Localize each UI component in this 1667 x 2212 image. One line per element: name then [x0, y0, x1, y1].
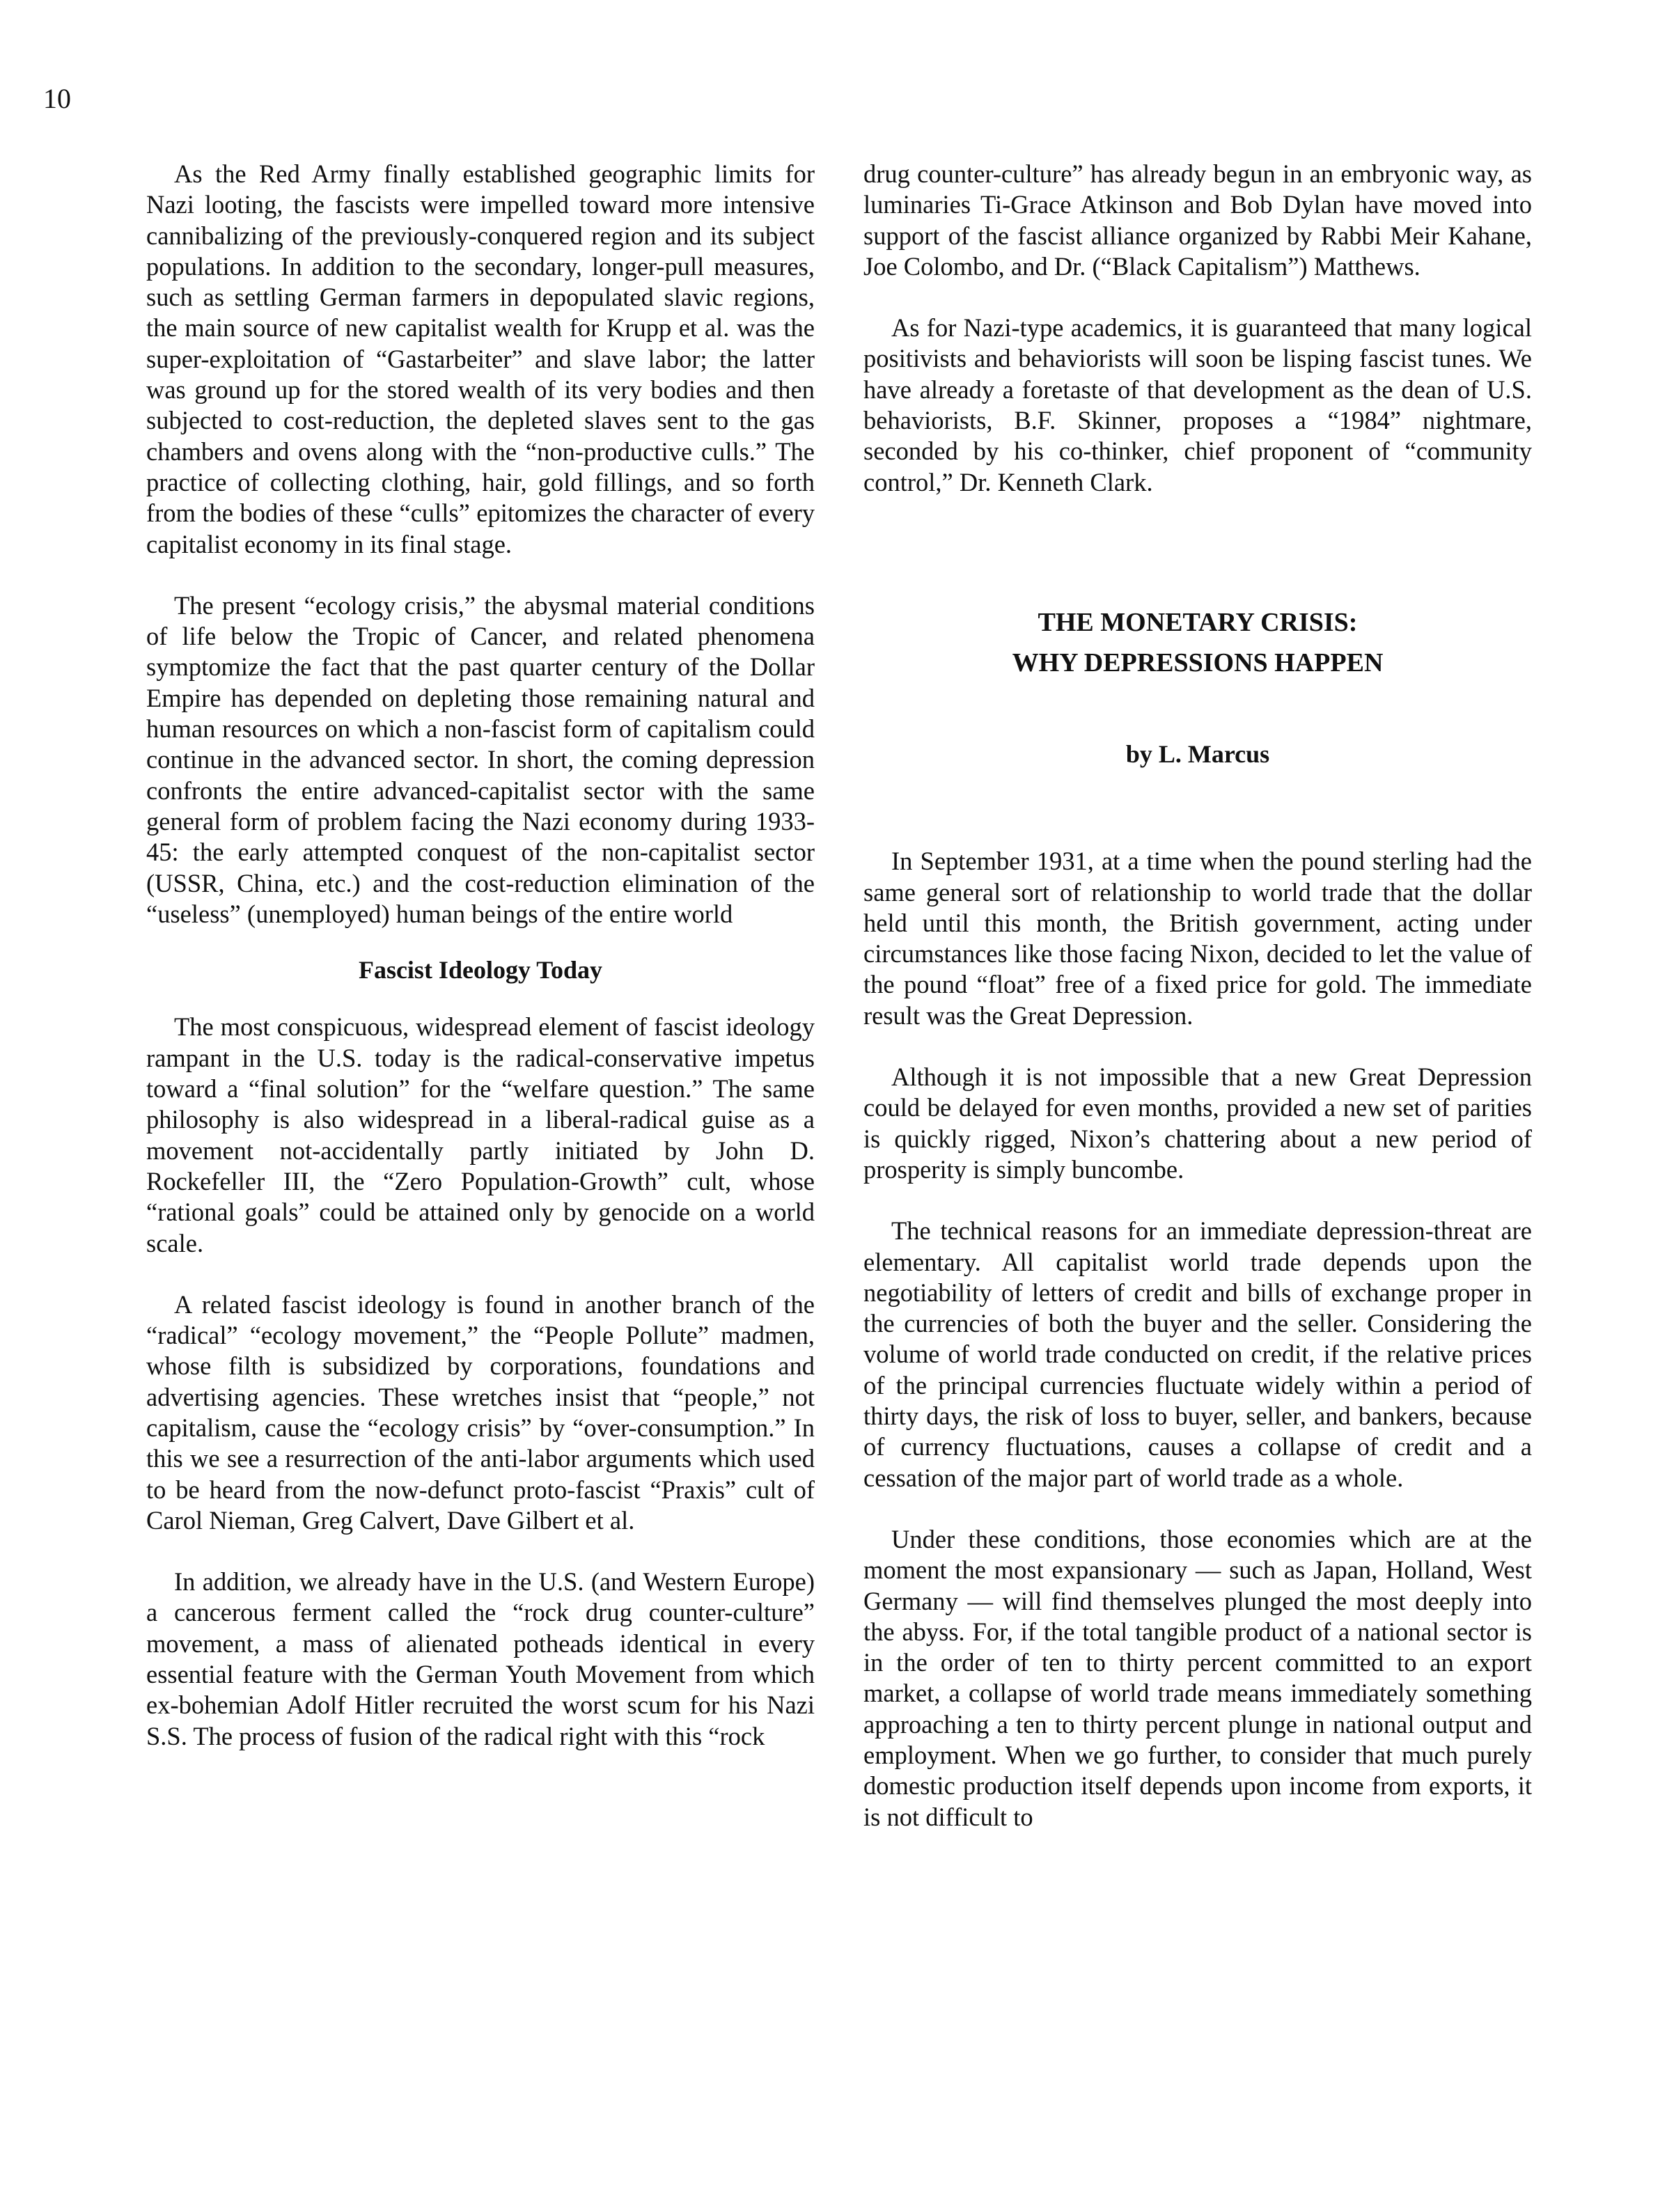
paragraph: The most conspicuous, widespread element of fascist ideology rampant in the U.S. today is the radical-conservative impetus toward a “final solution” for the “welfare question.” The same philosophy is also widespread in a liberal-radical guise as a movement not-accidentally partly initiated by John D. Rockefeller III, the “Zero Population-Growth” cult, whose “rational goals” could be attained only by genocide on a world scale. [146, 1012, 815, 1257]
paragraph: In addition, we already have in the U.S. (and Western Europe) a cancerous ferment called the “rock drug counter-culture” movement, a mass of alienated potheads identical in every essential feature with the German Youth Movement from which ex-bohemian Adolf Hitler recruited the worst scum for his Nazi S.S. The process of fusion of the radical right with this “rock [146, 1567, 815, 1750]
left-column [146, 159, 815, 1782]
article-title [863, 602, 1532, 683]
article-title-line: THE MONETARY CRISIS: [1038, 607, 1358, 637]
paragraph: In September 1931, at a time when the pound sterling had the same general sort of relationship to world trade that the dollar held until this month, the British government, acting under circumstances like those facing Nixon, decided to let the value of the pound “float” free of a fixed price for gold. The immediate result was the Great Depression. [863, 847, 1532, 1030]
paragraph: Although it is not impossible that a new Great Depression could be delayed for even months, provided a new set of parities is quickly rigged, Nixon’s chattering about a new period of prosperity is simply buncombe. [863, 1062, 1532, 1184]
paragraph: The technical reasons for an immediate depression-threat are elementary. All capitalist world trade depends upon the negotiability of letters of credit and bills of exchange proper in the currencies of both the buyer and the seller. Considering the volume of world trade conducted on credit, if the relative prices of the principal currencies fluctuate widely within a period of thirty days, the risk of loss to buyer, seller, and bankers, because of currency fluctuations, causes a collapse of credit and a cessation of the major part of world trade as a whole. [863, 1216, 1532, 1492]
paragraph: Under these conditions, those economies which are at the moment the most expansionary — such as Japan, Holland, West Germany — will find themselves plunged the most deeply into the abyss. For, if the total tangible product of a national sector is in the order of ten to thirty percent committed to an export market, a collapse of world trade means immediately something approaching a ten to thirty percent plunge in national output and employment. When we go further, to consider that much purely domestic production itself depends upon income from exports, it is not difficult to [863, 1524, 1532, 1831]
right-column [863, 159, 1532, 1863]
section-subheading: Fascist Ideology Today [358, 956, 603, 985]
byline: by L. Marcus [1125, 739, 1270, 768]
article-title-line: WHY DEPRESSIONS HAPPEN [1012, 648, 1384, 677]
paragraph: The present “ecology crisis,” the abysmal material conditions of life below the Tropic of Cancer, and related phenomena symptomize the fact that the past quarter century of the Dollar Empire has depended on depleting those remaining natural and human resources on which a non-fascist form of capitalism could continue in the advanced sector. In short, the coming depression confronts the entire advanced-capitalist sector with the same general form of problem facing the Nazi economy during 1933-45: the early attempted conquest of the non-capitalist sector (USSR, China, etc.) and the cost-reduction elimination of the “useless” (unemployed) human beings of the entire world [146, 590, 815, 928]
paragraph: As for Nazi-type academics, it is guaranteed that many logical positivists and behaviorists will soon be lisping fascist tunes. We have already a foretaste of that development as the dean of U.S. behaviorists, B.F. Skinner, proposes a “1984” nightmare, seconded by his co-thinker, chief proponent of “community control,” Dr. Kenneth Clark. [863, 313, 1532, 496]
paragraph: drug counter-culture” has already begun in an embryonic way, as luminaries Ti-Grace Atkinson and Bob Dylan have moved into support of the fascist alliance organized by Rabbi Meir Kahane, Joe Colombo, and Dr. (“Black Capitalism”) Matthews. [863, 159, 1532, 281]
paragraph: As the Red Army finally established geographic limits for Nazi looting, the fascists were impelled toward more intensive cannibalizing of the previously-conquered region and its subject populations. In addition to the secondary, longer-pull measures, such as settling German farmers in depopulated slavic regions, the main source of new capitalist wealth for Krupp et al. was the super-exploitation of “Gastarbeiter” and slave labor; the latter was ground up for the stored wealth of its very bodies and then subjected to cost-reduction, the depleted slaves sent to the gas chambers and ovens along with the “non-productive culls.” The practice of collecting clothing, hair, gold fillings, and so forth from the bodies of these “culls” epitomizes the character of every capitalist economy in its final stage. [146, 159, 815, 558]
page-number: 10 [43, 83, 71, 114]
paragraph: A related fascist ideology is found in another branch of the “radical” “ecology movement,” the “People Pollute” madmen, whose filth is subsidized by corporations, foundations and advertising agencies. These wretches insist that “people,” not capitalism, cause the “ecology crisis” by “over-consumption.” In this we see a resurrection of the anti-labor arguments which used to be heard from the now-defunct proto-fascist “Praxis” cult of Carol Nieman, Greg Calvert, Dave Gilbert et al. [146, 1289, 815, 1535]
